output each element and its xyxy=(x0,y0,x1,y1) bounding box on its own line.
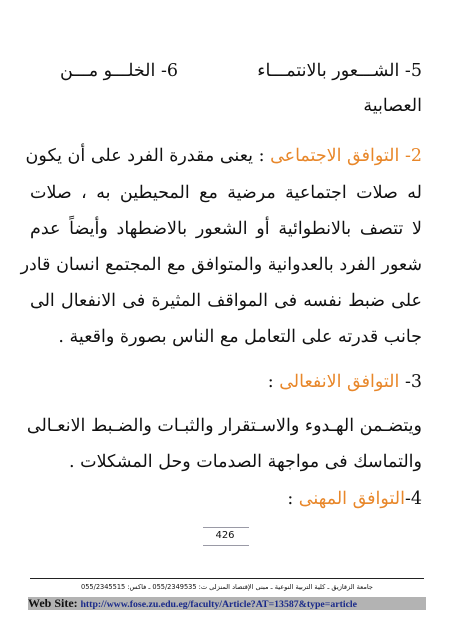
section4-heading-line xyxy=(30,486,422,512)
paragraph-line: ويتضـمن الهـدوء والاسـتقرار والثبـات والضـبط الانعـالى xyxy=(26,416,422,436)
item6-text: 6- الخلـــو مـــن xyxy=(60,61,178,81)
paragraph-line: على ضبط نفسه فى المواقف المثيرة فى الانفعال الى xyxy=(30,291,422,311)
paragraph-line: جانب قدرته على التعامل مع الناس بصورة واقعية . xyxy=(58,327,422,347)
website-label: Web Site: xyxy=(28,597,78,610)
section4-number: 4- xyxy=(404,489,422,509)
page-number: 426 xyxy=(215,530,235,541)
item5-text: 5- الشـــعور بالانتمـــاء xyxy=(257,61,422,81)
paragraph-line: له صلات اجتماعية مرضية مع المحيطين به ، صلات xyxy=(30,183,422,203)
section3-heading-line xyxy=(30,369,422,395)
section3-number: 3- xyxy=(399,372,422,392)
section2-heading: 2- التوافق الاجتماعى xyxy=(270,146,422,166)
footer-rule xyxy=(30,578,424,579)
website-bar xyxy=(28,597,426,610)
section3-suffix: : xyxy=(267,372,280,392)
paragraph-line: والتماسك فى مواجهة الصدمات وحل المشكلات . xyxy=(69,452,422,472)
page-number-rule-top xyxy=(203,527,249,528)
item5 xyxy=(222,58,422,84)
paragraph-line: شعور الفرد بالعدوانية والمتوافق مع المجتمع انسان قادر xyxy=(20,255,422,275)
section4-suffix: : xyxy=(287,489,299,509)
section2-first-line xyxy=(25,143,422,169)
paragraph-line: لا تتصف بالانطوائية أو الشعور بالاضطهاد وأيضاً عدم xyxy=(30,219,422,239)
page-number-rule-bottom xyxy=(203,545,249,546)
footer-institution: جامعة الزقازيق ـ كلية التربية النوعية ـ مبنى الإقتصاد المنزلى ت: 055/2349535 ـ فاكس: 055/2345515 xyxy=(81,583,373,591)
item6-continuation: العصابية xyxy=(363,96,422,116)
section4-heading: التوافق المهنى xyxy=(298,489,405,509)
item6 xyxy=(30,58,178,84)
section2-text: : يعنى مقدرة الفرد على أن يكون xyxy=(25,146,271,166)
section3-heading: التوافق الانفعالى xyxy=(279,372,400,392)
website-url[interactable]: http://www.fose.zu.edu.eg/faculty/Article?AT=13587&type=article xyxy=(80,599,358,610)
